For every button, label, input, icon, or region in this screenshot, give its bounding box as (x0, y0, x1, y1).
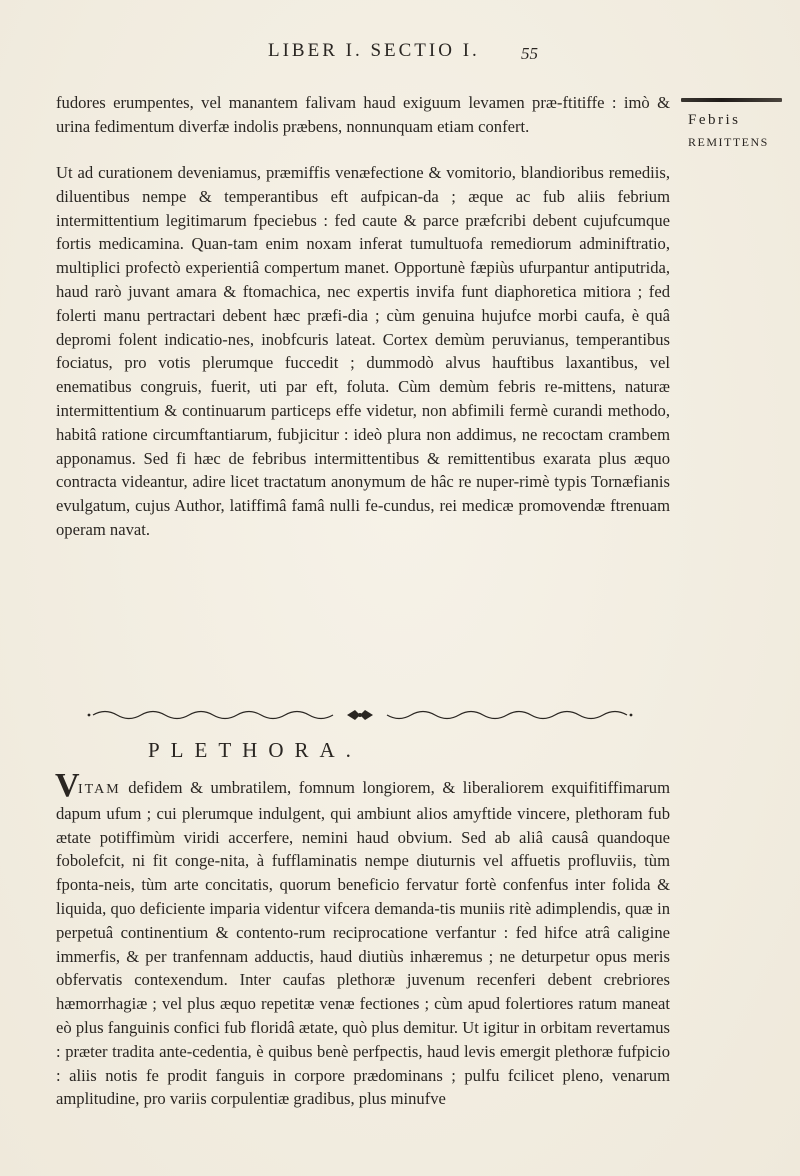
ornament-divider (85, 708, 635, 722)
paragraph-fudores: fudores erumpentes, vel manantem falivam haud exiguum levamen præ-ftitiffe : imò & urina fedimentum diverfæ indolis præbens, nonnunquam etiam confert. (56, 93, 670, 136)
paragraph-curationem-text: Ut ad curationem deveniamus, præmiffis venæfectione & vomitorio, blandioribus remediis, diluentibus nempe & temperantibus eft aufpican-da ; æque ac fub aliis febrium intermittentium legitimarum fpeciebus : fed caute & parce præfcribi debent cujufcumque fortis medicamina. Quan-tam enim noxam inferat tumultuofa remediorum adminiftratio, multiplici profectò experientiâ compertum manet. Opportunè fæpiùs ufurpantur antiputrida, haud rarò juvant amara & ftomachica, nec expertis invifa funt diaphoretica mitiora ; fed folerti manu pertractari debent hæc præfi-dia ; cùm genuina hujufce morbi caufa, è quâ depromi folent indicatio-nes, inobfcuris lateat. Cortex demùm peruvianus, temperantibus fociatus, pro votis plerumque fuccedit ; dummodò alvus hauftibus laxantibus, vel enematibus congruis, fuerit, uti par eft, foluta. Cùm demùm febris re-mittens, naturæ intermittentium & continuarum particeps effe videtur, non abfimili fermè curandi methodo, habitâ ratione circumftantiarum, fubjicitur : ideò plura non addimus, ne recoctam crambem apponamus. Sed fi hæc de febribus intermittentibus & remittentibus exarata plus æquo contracta videantur, adire licet tractatum anonymum de hâc re nuper-rimè typis Tornæfianis evulgatum, cujus Author, latiffimâ famâ nulli fe-cundus, rei medicæ promovendæ ftrenuam operam navat. (56, 163, 670, 539)
margin-note-febris: Febris (688, 112, 741, 128)
paragraph-curationem (56, 161, 670, 542)
page-number: 55 (521, 44, 538, 63)
paragraph-plethora-lead: ITAM (78, 782, 121, 797)
paragraph-plethora (56, 776, 670, 1111)
section-title: PLETHORA. (148, 738, 362, 762)
running-head: LIBER I. SECTIO I. (268, 40, 480, 61)
margin-rule (681, 98, 782, 102)
drop-cap: V (55, 767, 80, 804)
margin-note-remittens: REMITTENS (688, 135, 769, 149)
paragraph-plethora-text: defidem & umbratilem, fomnum longiorem, & liberaliorem exquifitiffimarum dapum ufum ; cui plerumque indulgent, qui ambiunt alios amyftide vincere, plethoram fub ætate potiffimùm viridi accerfere, nemini haud obvium. Sed ab aliâ causâ quandoque fobolefcit, ni fit conge-nita, à fufflaminatis nempe diuturnis vel affuetis profluviis, tùm fponta-neis, tùm arte concitatis, quorum beneficio fervatur fortè confenfus inter folida & liquida, quo deficiente imparia videntur vifcera demanda-tis muniis ritè adimplendis, quæ in perpetuâ continentium & contento-rum reciprocatione verfantur : fed hifce atrâ caligine immerfis, & per tranfennam adductis, haud diutiùs inhæremus ; ne deturpetur opus meris obfervatis contexendum. Inter caufas plethoræ juvenum recenferi debent crebriores hæmorrhagiæ ; vel plus æquo repetitæ venæ fectiones ; cùm apud folertiores ratum maneat eò plus fanguinis confici fub floridâ ætate, quò plus demitur. Ut igitur in orbitam revertamus : præter tradita ante-cedentia, è quibus benè perfpectis, haud levis emergit plethoræ fufpicio : aliis notis fe prodit fanguis in corpore prædominans ; pulfu fcilicet pleno, venarum amplitudine, pro variis corpulentiæ gradibus, plus minufve (56, 778, 670, 1109)
